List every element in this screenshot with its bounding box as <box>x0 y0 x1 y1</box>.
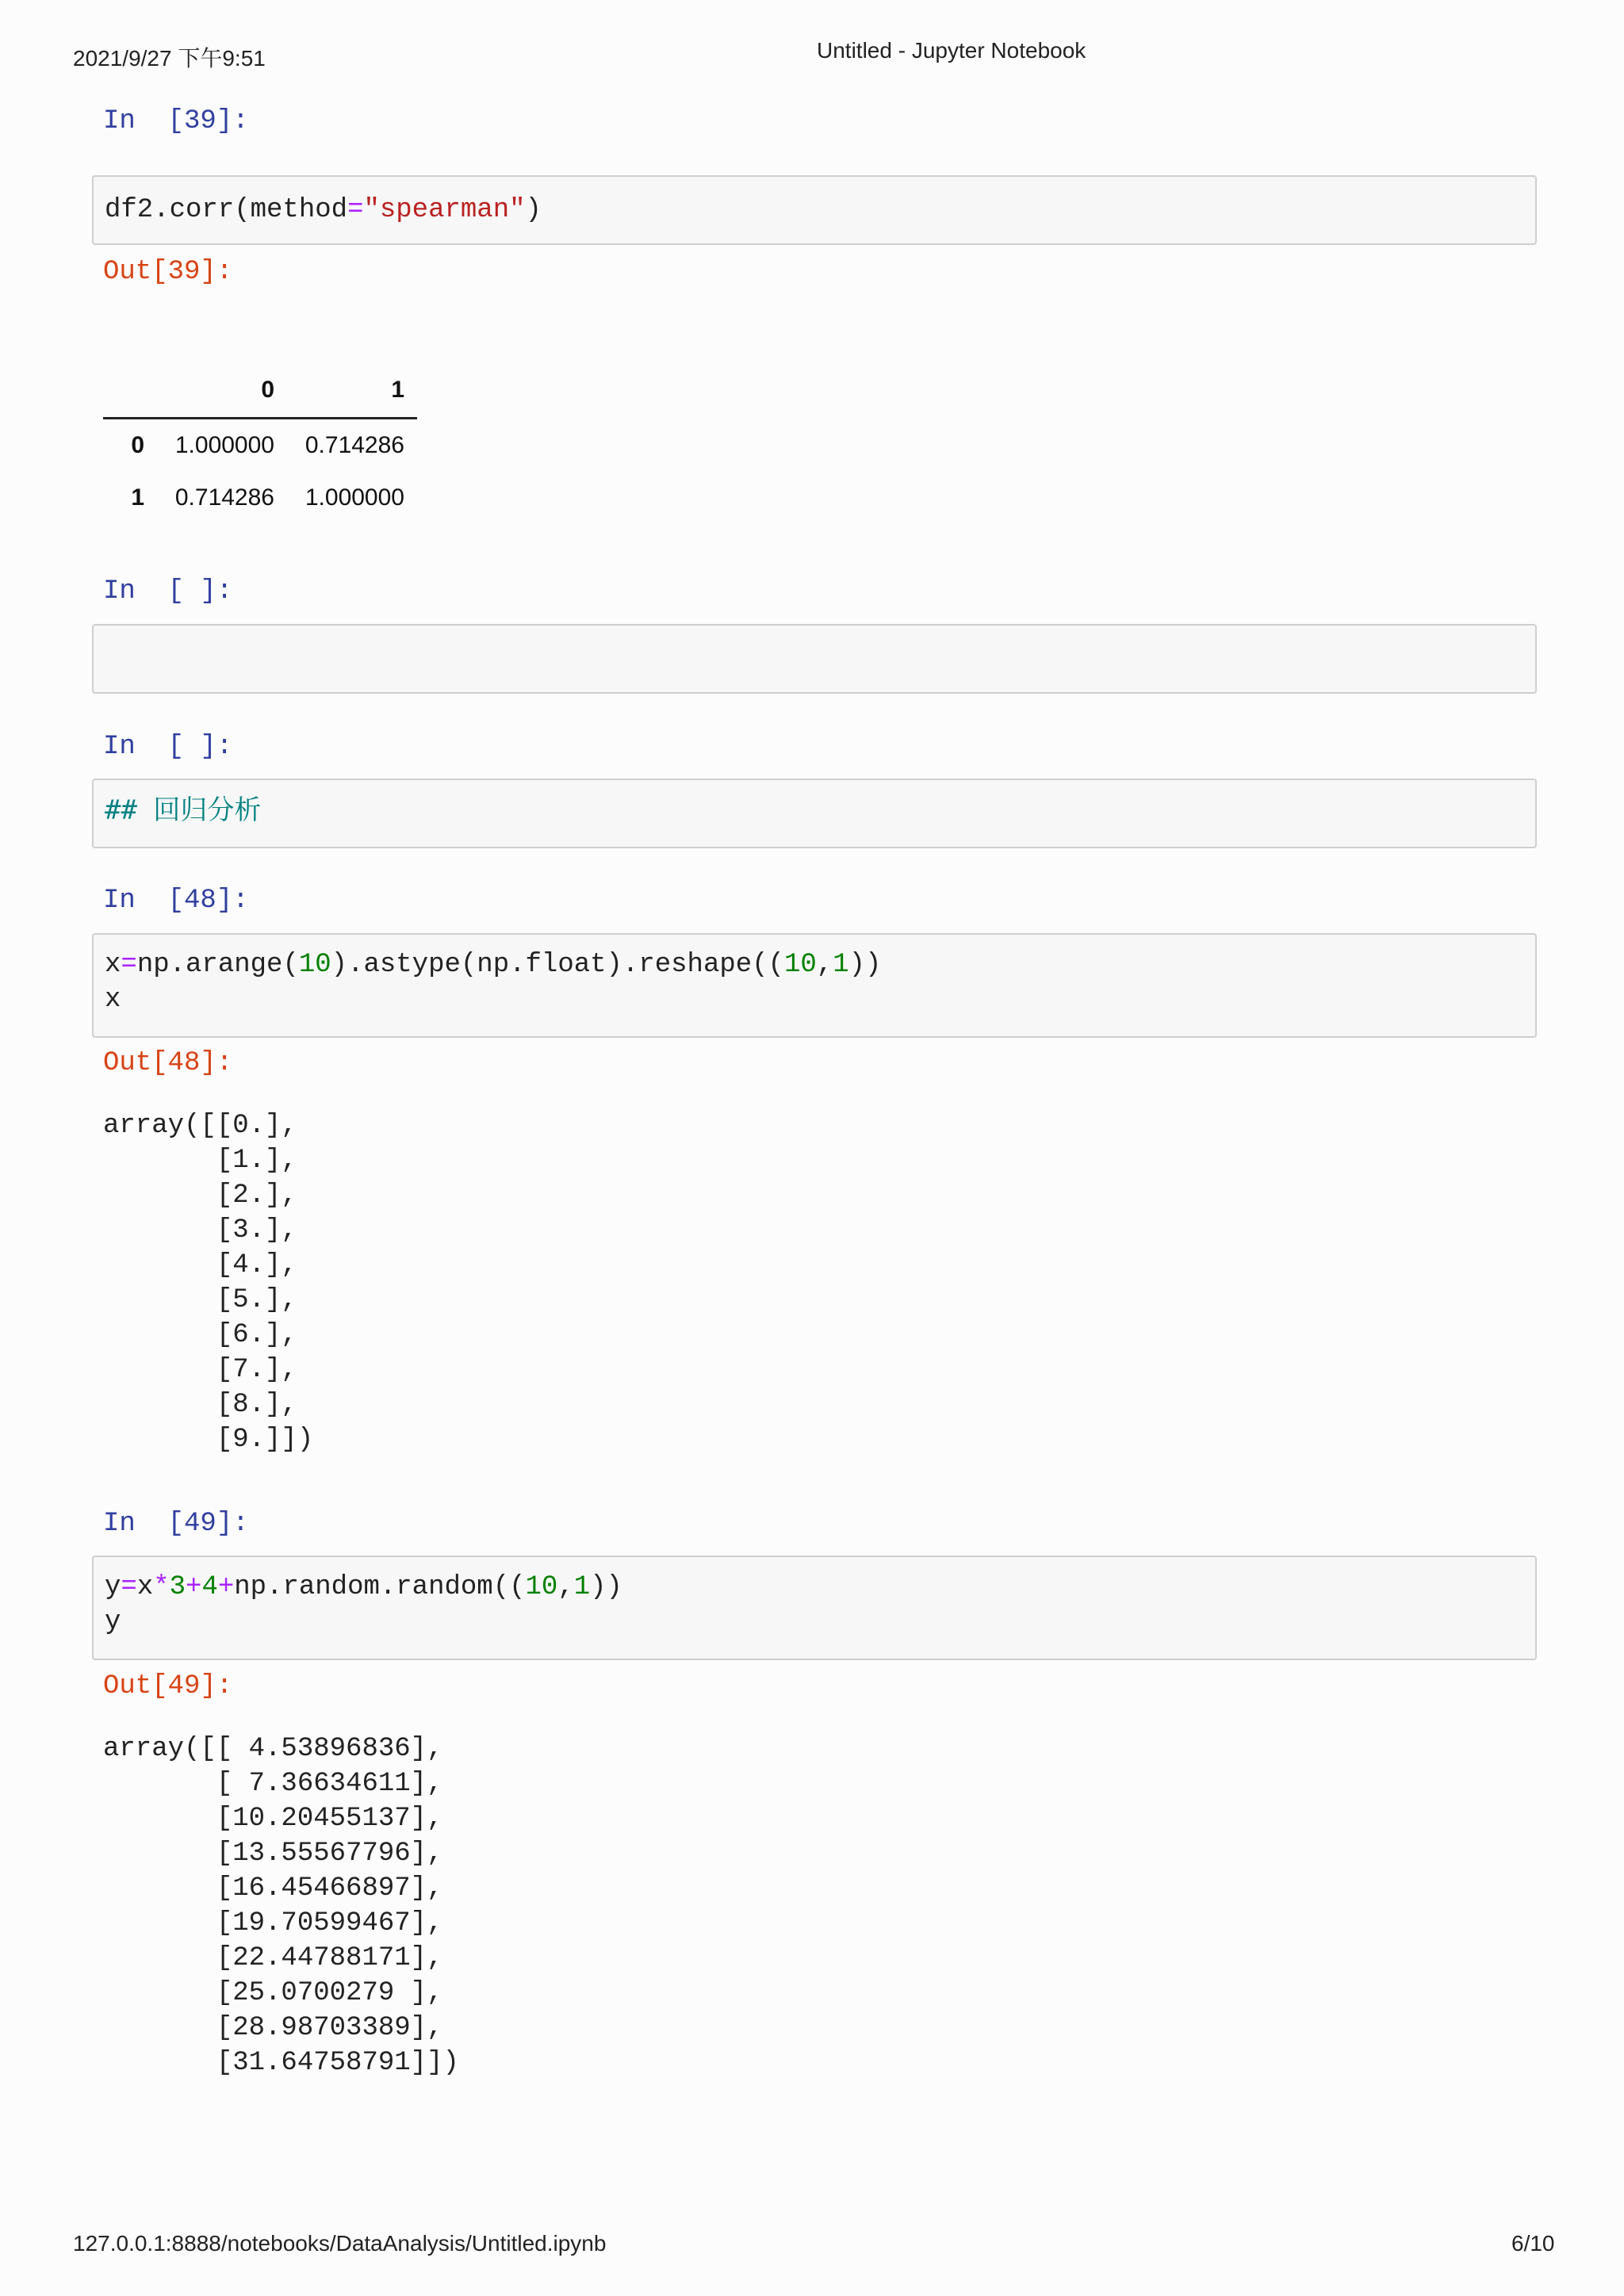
page-title: Untitled - Jupyter Notebook <box>817 38 1086 63</box>
notebook-url: 127.0.0.1:8888/notebooks/DataAnalysis/Untitled.ipynb <box>73 2231 607 2256</box>
table-header-cell <box>103 363 157 419</box>
code-line: y=x*3+4+np.random.random((10,1)) <box>105 1572 622 1602</box>
table-cell: 0.714286 <box>174 484 274 511</box>
print-datetime: 2021/9/27 下午9:51 <box>73 46 266 71</box>
table-cell: 1.000000 <box>304 484 404 511</box>
row-index: 0 <box>131 432 144 458</box>
output-prompt: Out[39]: <box>103 257 233 287</box>
table-cell: 1.000000 <box>174 432 274 458</box>
markdown-cell[interactable] <box>92 779 1537 848</box>
table-header-cell: 0 <box>157 363 287 419</box>
input-prompt: In [49]: <box>103 1509 249 1539</box>
page-number: 6/10 <box>1511 2231 1555 2256</box>
table-header-row <box>103 363 417 419</box>
markdown-heading: ## 回归分析 <box>105 794 262 826</box>
dataframe-table <box>103 363 417 524</box>
code-line: y <box>105 1607 121 1637</box>
code-line: x=np.arange(10).astype(np.float).reshape((10,1)) <box>105 950 882 980</box>
code-line: df2.corr(method="spearman") <box>105 195 542 225</box>
cell-output: array([[ 4.53896836], [ 7.36634611], [10.20455137], [13.55567796], [16.45466897], [19.70599467], [22.44788171], [25.0700279 ], [28.98703389], [31.64758791]]) <box>103 1734 459 2078</box>
output-prompt: Out[48]: <box>103 1048 233 1078</box>
input-prompt: In [ ]: <box>103 732 233 762</box>
table-cell: 0.714286 <box>304 432 404 458</box>
table-row <box>103 419 417 473</box>
code-cell[interactable] <box>92 175 1537 245</box>
table-header-cell: 1 <box>287 363 417 419</box>
code-line: x <box>105 985 121 1015</box>
empty-code-cell[interactable] <box>92 624 1537 694</box>
row-index: 1 <box>131 484 144 511</box>
code-cell[interactable] <box>92 933 1537 1038</box>
table-row <box>103 472 417 524</box>
input-prompt: In [39]: <box>103 106 249 136</box>
code-cell[interactable] <box>92 1556 1537 1660</box>
input-prompt: In [ ]: <box>103 576 233 607</box>
output-prompt: Out[49]: <box>103 1671 233 1701</box>
cell-output: array([[0.], [1.], [2.], [3.], [4.], [5.], [6.], [7.], [8.], [9.]]) <box>103 1111 314 1455</box>
input-prompt: In [48]: <box>103 886 249 916</box>
